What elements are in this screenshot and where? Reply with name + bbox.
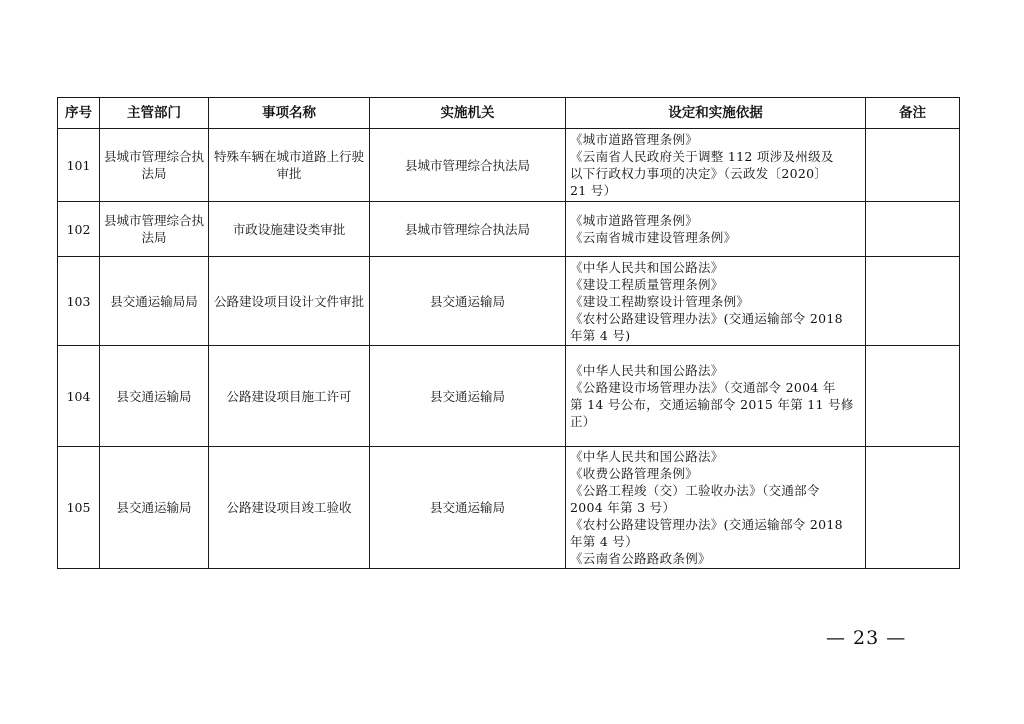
basis-line: 《中华人民共和国公路法》	[570, 449, 724, 464]
basis-line: 《公路工程竣（交）工验收办法》（交通部令	[570, 483, 820, 498]
table-row	[58, 447, 960, 569]
row-item-name: 特殊车辆在城市道路上行驶审批	[209, 129, 370, 202]
header-agency: 实施机关	[370, 98, 566, 129]
row-item-name: 公路建设项目施工许可	[209, 346, 370, 447]
basis-line: 年第 4 号）	[570, 534, 638, 549]
row-agency: 县城市管理综合执法局	[370, 202, 566, 257]
header-notes: 备注	[866, 98, 960, 129]
row-item-name: 公路建设项目设计文件审批	[209, 257, 370, 346]
row-agency: 县交通运输局	[370, 447, 566, 569]
basis-line: 《农村公路建设管理办法》(交通运输部令 2018	[570, 310, 843, 326]
header-item-name: 事项名称	[209, 98, 370, 129]
row-basis	[566, 447, 866, 569]
basis-line: 年第 4 号)	[570, 327, 631, 343]
page-number: — 23 —	[826, 627, 907, 649]
row-basis	[566, 257, 866, 346]
row-item-name: 公路建设项目竣工验收	[209, 447, 370, 569]
table-row	[58, 202, 960, 257]
row-basis	[566, 129, 866, 202]
row-agency: 县交通运输局	[370, 257, 566, 346]
basis-line: 第 14 号公布，交通运输部令 2015 年第 11 号修	[570, 397, 854, 412]
row-department: 县交通运输局局	[100, 257, 209, 346]
row-index: 102	[58, 202, 100, 257]
row-index: 103	[58, 257, 100, 346]
basis-line: 21 号）	[570, 183, 617, 198]
basis-line: 《中华人民共和国公路法》	[570, 363, 724, 378]
basis-line: 《云南省城市建设管理条例》	[570, 230, 737, 245]
row-agency: 县城市管理综合执法局	[370, 129, 566, 202]
row-item-name: 市政设施建设类审批	[209, 202, 370, 257]
row-department: 县城市管理综合执法局	[100, 202, 209, 257]
basis-line: 《公路建设市场管理办法》（交通部令 2004 年	[570, 380, 836, 395]
row-notes	[866, 129, 960, 202]
row-notes	[866, 447, 960, 569]
row-index: 104	[58, 346, 100, 447]
row-department: 县交通运输局	[100, 346, 209, 447]
basis-line: 《云南省公路路政条例》	[570, 551, 711, 566]
header-index: 序号	[58, 98, 100, 129]
basis-line: 《城市道路管理条例》	[570, 132, 699, 147]
header-department: 主管部门	[100, 98, 209, 129]
table-row	[58, 129, 960, 202]
row-agency: 县交通运输局	[370, 346, 566, 447]
basis-line: 《建设工程质量管理条例》	[570, 276, 724, 292]
row-index: 101	[58, 129, 100, 202]
basis-line: 正）	[570, 414, 596, 429]
row-department: 县交通运输局	[100, 447, 209, 569]
basis-line: 《城市道路管理条例》	[570, 213, 699, 228]
row-basis	[566, 202, 866, 257]
basis-line: 《收费公路管理条例》	[570, 466, 699, 481]
table-header-row	[58, 98, 960, 129]
table-row	[58, 346, 960, 447]
approval-items-table	[57, 97, 960, 569]
row-department: 县城市管理综合执法局	[100, 129, 209, 202]
basis-line: 2004 年第 3 号）	[570, 500, 676, 515]
row-notes	[866, 257, 960, 346]
basis-line: 《云南省人民政府关于调整 112 项涉及州级及	[570, 149, 834, 164]
header-basis: 设定和实施依据	[566, 98, 866, 129]
row-notes	[866, 346, 960, 447]
table-row	[58, 257, 960, 346]
row-index: 105	[58, 447, 100, 569]
row-basis	[566, 346, 866, 447]
basis-line: 《中华人民共和国公路法》	[570, 259, 724, 275]
basis-line: 《农村公路建设管理办法》(交通运输部令 2018	[570, 517, 843, 532]
basis-line: 以下行政权力事项的决定》（云政发〔2020〕	[570, 166, 828, 181]
row-notes	[866, 202, 960, 257]
basis-line: 《建设工程勘察设计管理条例》	[570, 293, 750, 309]
